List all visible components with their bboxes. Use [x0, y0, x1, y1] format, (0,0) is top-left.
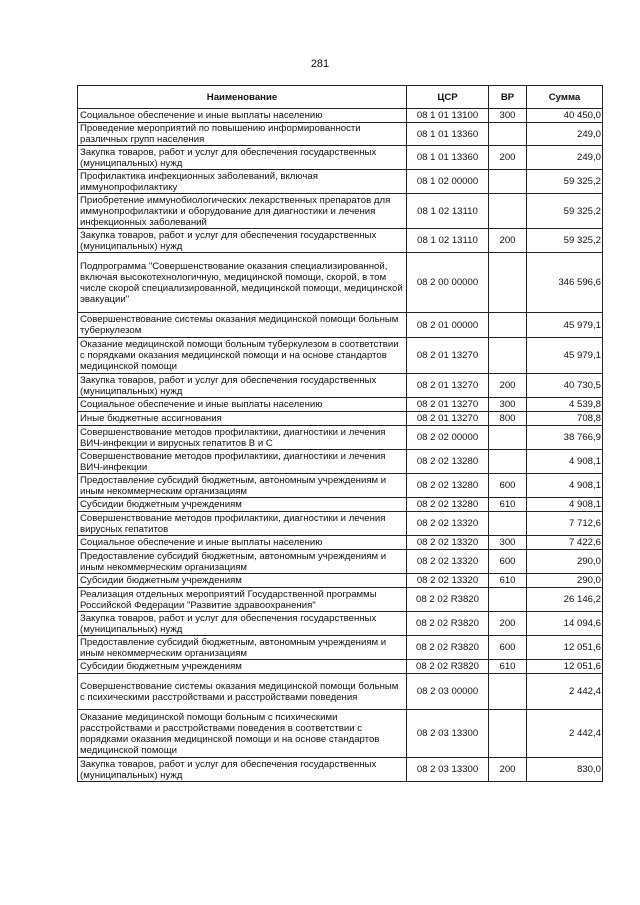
row-vr-cell: 200: [489, 229, 527, 253]
row-vr-cell: [489, 426, 527, 450]
table-row: [78, 636, 603, 660]
row-csr-cell: 08 2 02 R3820: [407, 588, 489, 612]
row-vr-cell: [489, 588, 527, 612]
table-row: [78, 426, 603, 450]
row-vr-cell: [489, 313, 527, 338]
table-row: [78, 574, 603, 588]
table-row: [78, 710, 603, 758]
row-vr-cell: [489, 194, 527, 229]
row-vr-cell: [489, 170, 527, 194]
row-name-cell: Закупка товаров, работ и услуг для обеспечения государственных (муниципальных) нужд: [78, 758, 407, 782]
table-row: [78, 474, 603, 498]
row-name-cell: Социальное обеспечение и иные выплаты населению: [78, 398, 407, 412]
table-row: [78, 170, 603, 194]
row-csr-cell: 08 2 02 R3820: [407, 636, 489, 660]
row-sum-cell: 12 051,6: [527, 636, 603, 660]
row-csr-cell: 08 2 01 00000: [407, 313, 489, 338]
row-name-cell: Предоставление субсидий бюджетным, автономным учреждениям и иным некоммерческим организациям: [78, 550, 407, 574]
row-csr-cell: 08 1 01 13100: [407, 109, 489, 123]
table-row: [78, 374, 603, 398]
row-name-cell: Приобретение иммунобиологических лекарственных препаратов для иммунопрофилактики и оборудование для диагностики и лечения инфекционных заболеваний: [78, 194, 407, 229]
row-vr-cell: 300: [489, 536, 527, 550]
budget-table: [77, 85, 603, 782]
row-sum-cell: 290,0: [527, 550, 603, 574]
row-name-cell: Субсидии бюджетным учреждениям: [78, 574, 407, 588]
row-vr-cell: 200: [489, 374, 527, 398]
row-csr-cell: 08 2 01 13270: [407, 338, 489, 374]
row-sum-cell: 59 325,2: [527, 194, 603, 229]
row-name-cell: Закупка товаров, работ и услуг для обеспечения государственных (муниципальных) нужд: [78, 612, 407, 636]
table-header: [78, 86, 603, 109]
row-csr-cell: 08 2 02 13320: [407, 550, 489, 574]
row-vr-cell: [489, 674, 527, 710]
table-row: [78, 313, 603, 338]
row-sum-cell: 7 712,6: [527, 512, 603, 536]
row-sum-cell: 249,0: [527, 146, 603, 170]
row-csr-cell: 08 2 02 R3820: [407, 612, 489, 636]
row-vr-cell: 610: [489, 574, 527, 588]
row-name-cell: Субсидии бюджетным учреждениям: [78, 660, 407, 674]
table-row: [78, 612, 603, 636]
row-sum-cell: 40 730,5: [527, 374, 603, 398]
row-vr-cell: 600: [489, 474, 527, 498]
row-vr-cell: 610: [489, 498, 527, 512]
table-row: [78, 536, 603, 550]
row-sum-cell: 14 094,6: [527, 612, 603, 636]
table-row: [78, 674, 603, 710]
row-sum-cell: 45 979,1: [527, 313, 603, 338]
row-sum-cell: 4 539,8: [527, 398, 603, 412]
row-sum-cell: 249,0: [527, 123, 603, 146]
row-vr-cell: 610: [489, 660, 527, 674]
row-vr-cell: 200: [489, 612, 527, 636]
row-sum-cell: 38 766,9: [527, 426, 603, 450]
row-sum-cell: 59 325,2: [527, 170, 603, 194]
row-csr-cell: 08 2 01 13270: [407, 374, 489, 398]
row-name-cell: Иные бюджетные ассигнования: [78, 412, 407, 426]
row-sum-cell: 2 442,4: [527, 710, 603, 758]
table-row: [78, 550, 603, 574]
row-vr-cell: [489, 253, 527, 313]
row-vr-cell: [489, 338, 527, 374]
row-name-cell: Оказание медицинской помощи больным туберкулезом в соответствии с порядками оказания медицинской помощи и на основе стандартов медицинской помощи: [78, 338, 407, 374]
row-vr-cell: 300: [489, 398, 527, 412]
row-sum-cell: 59 325,2: [527, 229, 603, 253]
row-name-cell: Предоставление субсидий бюджетным, автономным учреждениям и иным некоммерческим организациям: [78, 474, 407, 498]
row-name-cell: Социальное обеспечение и иные выплаты населению: [78, 536, 407, 550]
row-vr-cell: 300: [489, 109, 527, 123]
row-sum-cell: 12 051,6: [527, 660, 603, 674]
row-csr-cell: 08 2 01 13270: [407, 412, 489, 426]
row-sum-cell: 2 442,4: [527, 674, 603, 710]
row-csr-cell: 08 2 02 R3820: [407, 660, 489, 674]
table-row: [78, 123, 603, 146]
table-row: [78, 253, 603, 313]
row-sum-cell: 4 908,1: [527, 498, 603, 512]
row-sum-cell: 830,0: [527, 758, 603, 782]
table-row: [78, 338, 603, 374]
row-csr-cell: 08 2 02 13320: [407, 536, 489, 550]
table-row: [78, 109, 603, 123]
table-row: [78, 398, 603, 412]
header-vr: ВР: [489, 86, 527, 109]
row-sum-cell: 7 422,6: [527, 536, 603, 550]
row-csr-cell: 08 1 01 13360: [407, 123, 489, 146]
row-name-cell: Закупка товаров, работ и услуг для обеспечения государственных (муниципальных) нужд: [78, 374, 407, 398]
row-name-cell: Социальное обеспечение и иные выплаты населению: [78, 109, 407, 123]
row-csr-cell: 08 2 02 13280: [407, 474, 489, 498]
row-vr-cell: [489, 710, 527, 758]
row-name-cell: Проведение мероприятий по повышению информированности различных групп населения: [78, 123, 407, 146]
row-csr-cell: 08 2 02 13320: [407, 574, 489, 588]
row-sum-cell: 26 146,2: [527, 588, 603, 612]
table-row: [78, 660, 603, 674]
table-row: [78, 146, 603, 170]
row-csr-cell: 08 2 02 13280: [407, 498, 489, 512]
header-sum: Сумма: [527, 86, 603, 109]
row-csr-cell: 08 2 02 00000: [407, 426, 489, 450]
row-vr-cell: [489, 123, 527, 146]
table-row: [78, 588, 603, 612]
row-name-cell: Субсидии бюджетным учреждениям: [78, 498, 407, 512]
row-name-cell: Закупка товаров, работ и услуг для обеспечения государственных (муниципальных) нужд: [78, 229, 407, 253]
header-csr: ЦСР: [407, 86, 489, 109]
row-vr-cell: 200: [489, 758, 527, 782]
row-csr-cell: 08 2 00 00000: [407, 253, 489, 313]
page-number: 281: [310, 58, 330, 70]
row-vr-cell: 800: [489, 412, 527, 426]
table-row: [78, 412, 603, 426]
table-body: [78, 109, 603, 782]
row-name-cell: Оказание медицинской помощи больным с психическими расстройствами и расстройствами поведения в соответствии с порядками оказания медицинской помощи и на основе стандартов медицинской помощи: [78, 710, 407, 758]
row-csr-cell: 08 1 02 13110: [407, 229, 489, 253]
row-name-cell: Закупка товаров, работ и услуг для обеспечения государственных (муниципальных) нужд: [78, 146, 407, 170]
row-name-cell: Предоставление субсидий бюджетным, автономным учреждениям и иным некоммерческим организациям: [78, 636, 407, 660]
row-name-cell: Совершенствование методов профилактики, диагностики и лечения ВИЧ-инфекции: [78, 450, 407, 474]
row-vr-cell: 600: [489, 550, 527, 574]
row-name-cell: Совершенствование системы оказания медицинской помощи больным с психическими расстройствами и расстройствами поведения: [78, 674, 407, 710]
row-sum-cell: 346 596,6: [527, 253, 603, 313]
table-row: [78, 498, 603, 512]
row-vr-cell: [489, 450, 527, 474]
row-csr-cell: 08 2 01 13270: [407, 398, 489, 412]
row-sum-cell: 290,0: [527, 574, 603, 588]
row-vr-cell: [489, 512, 527, 536]
table-row: [78, 229, 603, 253]
row-sum-cell: 4 908,1: [527, 450, 603, 474]
row-name-cell: Совершенствование методов профилактики, диагностики и лечения вирусных гепатитов: [78, 512, 407, 536]
row-csr-cell: 08 2 02 13280: [407, 450, 489, 474]
row-sum-cell: 40 450,0: [527, 109, 603, 123]
row-csr-cell: 08 1 01 13360: [407, 146, 489, 170]
row-vr-cell: 600: [489, 636, 527, 660]
table-row: [78, 758, 603, 782]
row-name-cell: Профилактика инфекционных заболеваний, включая иммунопрофилактику: [78, 170, 407, 194]
row-csr-cell: 08 2 03 00000: [407, 674, 489, 710]
row-name-cell: Подпрограмма "Совершенствование оказания специализированной, включая высокотехнологичную, медицинской помощи, скорой, в том числе скорой специализированной, медицинской помощи, медицинской эвакуации": [78, 253, 407, 313]
row-name-cell: Совершенствование системы оказания медицинской помощи больным туберкулезом: [78, 313, 407, 338]
row-sum-cell: 708,8: [527, 412, 603, 426]
row-csr-cell: 08 1 02 13110: [407, 194, 489, 229]
table-row: [78, 512, 603, 536]
row-name-cell: Совершенствование методов профилактики, диагностики и лечения ВИЧ-инфекции и вирусных гепатитов В и С: [78, 426, 407, 450]
table-row: [78, 450, 603, 474]
row-csr-cell: 08 1 02 00000: [407, 170, 489, 194]
row-sum-cell: 4 908,1: [527, 474, 603, 498]
row-vr-cell: 200: [489, 146, 527, 170]
row-name-cell: Реализация отдельных мероприятий Государственной программы Российской Федерации "Развитие здравоохранения": [78, 588, 407, 612]
row-sum-cell: 45 979,1: [527, 338, 603, 374]
header-name: Наименование: [78, 86, 407, 109]
row-csr-cell: 08 2 02 13320: [407, 512, 489, 536]
table-row: [78, 194, 603, 229]
row-csr-cell: 08 2 03 13300: [407, 710, 489, 758]
row-csr-cell: 08 2 03 13300: [407, 758, 489, 782]
